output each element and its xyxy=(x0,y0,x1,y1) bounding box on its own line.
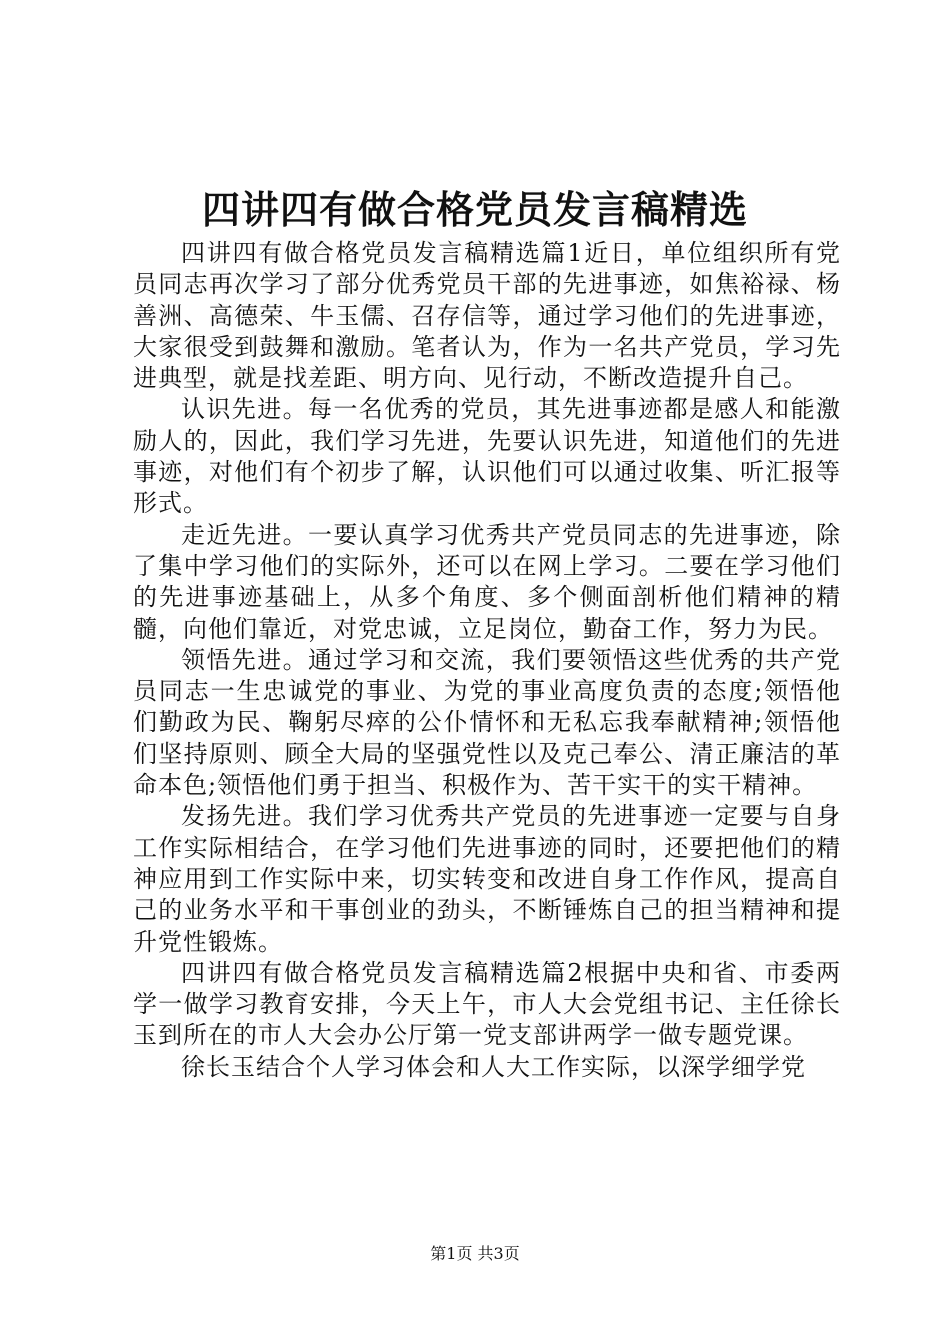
paragraph-5: 发扬先进。我们学习优秀共产党员的先进事迹一定要与自身工作实际相结合，在学习他们先进事迹的同时，还要把他们的精神应用到工作实际中来，切实转变和改进自身工作作风，提高自己的业务水平和干事创业的劲头，不断锤炼自己的担当精神和提升党性锻炼。 xyxy=(133,802,841,956)
document-title: 四讲四有做合格党员发言稿精选 xyxy=(201,187,748,232)
paragraph-6: 四讲四有做合格党员发言稿精选篇2根据中央和省、市委两学一做学习教育安排，今天上午，市人大会党组书记、主任徐长玉到所在的市人大会办公厅第一党支部讲两学一做专题党课。 xyxy=(133,958,841,1050)
paragraph-1: 四讲四有做合格党员发言稿精选篇1近日，单位组织所有党员同志再次学习了部分优秀党员干部的先进事迹，如焦裕禄、杨善洲、高德荣、牛玉儒、召存信等，通过学习他们的先进事迹，大家很受到鼓舞和激励。笔者认为，作为一名共产党员，学习先进典型，就是找差距、明方向、见行动，不断改造提升自己。 xyxy=(133,239,841,393)
paragraph-2: 认识先进。每一名优秀的党员，其先进事迹都是感人和能激励人的，因此，我们学习先进，先要认识先进，知道他们的先进事迹，对他们有个初步了解，认识他们可以通过收集、听汇报等形式。 xyxy=(133,395,841,518)
paragraph-4: 领悟先进。通过学习和交流，我们要领悟这些优秀的共产党员同志一生忠诚党的事业、为党的事业高度负责的态度;领悟他们勤政为民、鞠躬尽瘁的公仆情怀和无私忘我奉献精神;领悟他们坚持原则、顾全大局的坚强党性以及克己奉公、清正廉洁的革命本色;领悟他们勇于担当、积极作为、苦干实干的实干精神。 xyxy=(133,645,841,800)
page-number-footer: 第1页 共3页 xyxy=(430,1244,520,1263)
document-body xyxy=(133,238,841,1083)
paragraph-7: 徐长玉结合个人学习体会和人大工作实际，以深学细学党 xyxy=(181,1052,806,1081)
paragraph-3: 走近先进。一要认真学习优秀共产党员同志的先进事迹，除了集中学习他们的实际外，还可以在网上学习。二要在学习他们的先进事迹基础上，从多个角度、多个侧面剖析他们精神的精髓，向他们靠近，对党忠诚，立足岗位，勤奋工作，努力为民。 xyxy=(133,520,841,643)
